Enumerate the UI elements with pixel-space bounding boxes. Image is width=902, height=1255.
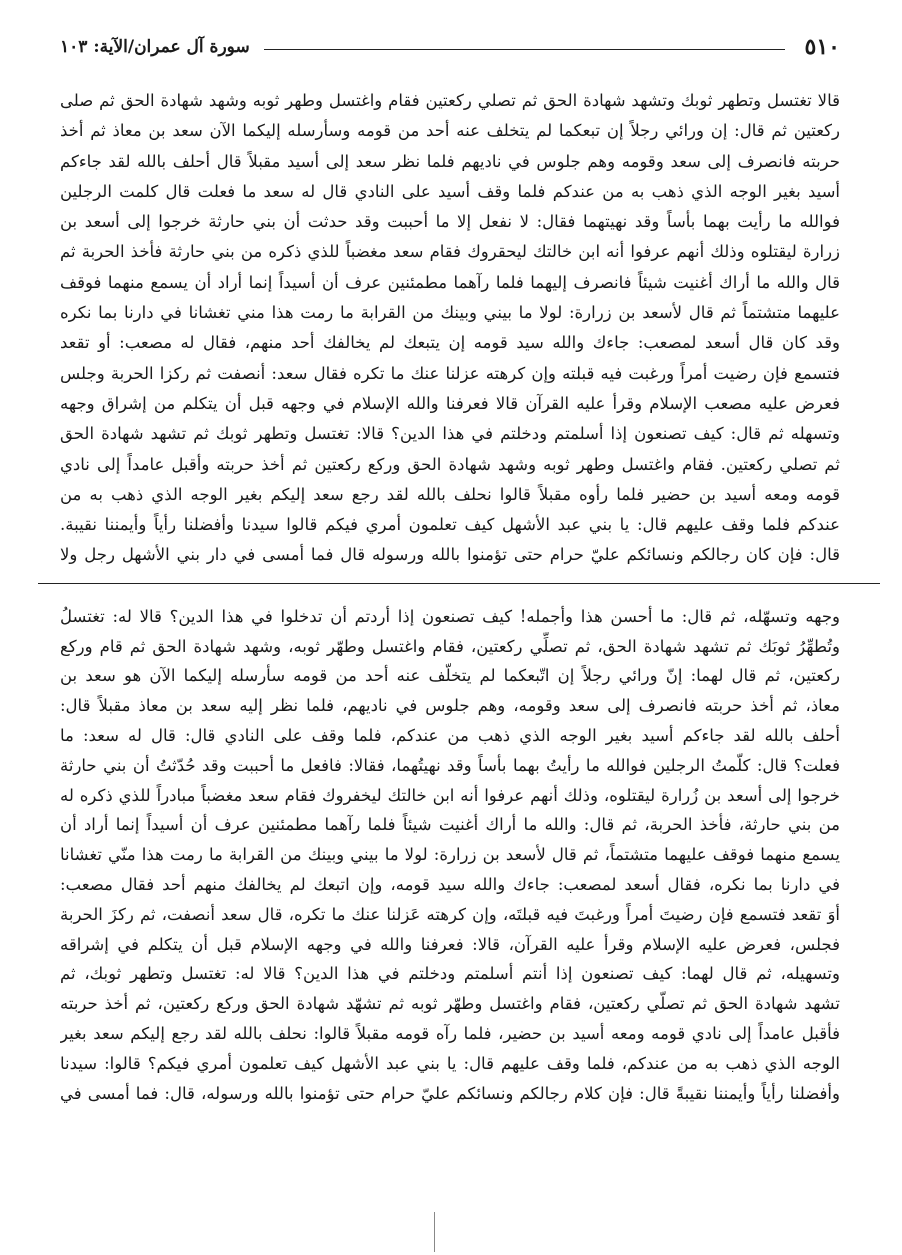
- footnote-line: فعلت؟ قال: كلّمتُ الرجلين فوالله ما رأيتُ بهما بأساً وقد نهيتُهما، فقالا: فافعل ما أحببت وقد حُدّثتُ أن بني حارثة: [60, 755, 840, 775]
- page-header: [60, 30, 840, 64]
- footnote-line: تشهد شهادة الحق ثم تصلّي ركعتين، فقام واغتسل وطهّر ثوبه ثم تشهّد شهادة الحق وركع ركعتين، ثم أخذ حربته: [60, 994, 840, 1014]
- footnote-line: فأقبل عامداً إلى نادي قومه ومعه أسيد بن حضير، فلما رآه قومه مقبلاً قالوا: نحلف بالله لقد رجع إليكم سعد بغير: [60, 1023, 840, 1043]
- text-line: فتسمع فإن رضيت أمراً ورغبت فيه قبلته وإن كرهته عزلنا عنك ما تكره فقال سعد: أنصفت ثم ركزا الحربة وجلس: [60, 363, 840, 383]
- text-line: زرارة ليقتلوه وذلك أنهم عرفوا أنه ابن خالتك ليحقروك فقام سعد مغضباً للذي ذكره من بني حارثة فأخذ الحربة ثم: [60, 242, 840, 262]
- footnote-line: يسمع منهما فوقف عليهما متشتماً، ثم قال لأسعد بن زرارة: لولا ما بيني وبينك من القرابة ما رمت هذا منّي تغشانا: [60, 845, 840, 865]
- footnote-text: [60, 602, 840, 1109]
- text-line: حربته فانصرف إلى سعد وقومه وهم جلوس في ناديهم فلما نظر سعد إلى أسيد مقبلاً قال أحلف بالله لقد جاءكم: [60, 151, 840, 171]
- footnote-line: فجلس، فعرض عليه الإسلام وقرأ عليه القرآن، قالا: فعرفنا والله في وجهه الإسلام قبل أن يتكلم في إشراقه: [60, 934, 840, 954]
- text-line: قومه ومعه أسيد بن حضير فلما رأوه مقبلاً قالوا نحلف بالله لقد رجع سعد إليكم بغير الوجه الذي ذهب به من: [60, 484, 840, 504]
- text-line: ركعتين ثم قال: إن ورائي رجلاً إن تبعكما لم يتخلف عنه أحد من قومه وسأرسله إليكما الآن سعد بن معاذ ثم أخذ: [60, 121, 840, 141]
- footnote-line: أوَ تقعد فتسمع فإن رضيتَ أمراً ورغبتَ فيه قبلتَه، وإن كرهته عَزلنا عنك ما تكره، قال سعد أنصفت، ثم ركزَ الحربة: [60, 904, 840, 924]
- scan-binding-mark: [434, 1212, 435, 1252]
- text-line: أسيد بغير الوجه الذي ذهب به من عندكم فلما وقف أسيد على النادي قال له سعد ما فعلت قال كلمت الرجلين: [60, 181, 840, 201]
- text-line: قال والله ما أراك أغنيت شيئاً فانصرف إليهما فلما رآهما مطمئنين عرف أن أسيداً إنما أراد أن يسمع منهما فوقف: [60, 272, 840, 292]
- footnote-line: في دارنا بما نكره، فقال أسعد لمصعب: جاءك والله سيد قومه، وإن اتبعك لم يخالفك منهم أحد فقال مصعب:: [60, 874, 840, 894]
- text-line: فعرض عليه مصعب الإسلام وقرأ عليه القرآن قالا فعرفنا والله الإسلام في وجهه قبل أن يتكلم من إشراق وجهه: [60, 393, 840, 413]
- footnote-line: خرجوا إلى أسعد بن زُرارة ليقتلوه، وذلك أنهم عرفوا أنه ابن خالتك ليخفروك فقام سعد مغضباً مبادراً للذي ذكره له: [60, 785, 840, 805]
- footnote-line: وتُطهِّرُ ثوبَك ثم تشهد شهادة الحق، ثم تصلِّي ركعتين، فقام واغتسل وطهّر ثوبه، وشهد شهادة الحق ثم قام وركع: [60, 636, 840, 656]
- footnote-line: وجهه وتسهّله، ثم قال: ما أحسن هذا وأجمله! كيف تصنعون إذا أردتم أن تدخلوا في هذا الدين؟ قالا له: تغتسلُ: [60, 606, 840, 626]
- footnote-line: أحلف بالله لقد جاءكم أسيد بغير الوجه الذي ذهب من عندكم، فلما وقف على النادي قال: قال له سعد: ما: [60, 725, 840, 745]
- text-line: وقد كان قال أسعد لمصعب: جاءك والله سيد قومه إن يتبعك لم يخالفك أحد منهم، فقال له مصعب: أو تقعد: [60, 333, 840, 353]
- surah-reference: سورة آل عمران/الآية: ١٠٣: [60, 37, 250, 57]
- text-line: قال: فإن كان رجالكم ونسائكم عليّ حرام حتى تؤمنوا بالله ورسوله قال فما أمسى في دار بني الأشهل رجل ولا: [60, 545, 840, 565]
- text-line: قالا تغتسل وتطهر ثوبك وتشهد شهادة الحق ثم تصلي ركعتين فقام واغتسل وطهر ثوبه وشهد شهادة الحق ثم صلى: [60, 91, 840, 110]
- footnote-line: وأفضلنا رأياً وأيمننا نقيبةً قال: فإن كلام رجالكم ونسائكم عليّ حرام حتى تؤمنوا بالله ورسوله، قال: فما أمسى في: [60, 1083, 840, 1103]
- footnote-line: ركعتين، ثم قال لهما: إنّ ورائي رجلاً إن اتّبعكما لم يتخلّف عنه أحد من قومه سأرسله إليكما الآن هو سعد بن: [60, 666, 840, 686]
- text-line: عليهما متشتماً ثم قال لأسعد بن زرارة: لولا ما بيني وبينك من القرابة ما رمت هذا مني تغشانا في دارنا بما نكره: [60, 303, 840, 323]
- footnote-divider: [38, 583, 880, 584]
- footnote-line: من بني حارثة، فأخذ الحربة، ثم قال: والله ما أراك أغنيت شيئاً فلما رآهما مطمئنين عرف أن أسيداً إنما أراد أن: [60, 815, 840, 835]
- text-line: ثم تصلي ركعتين. فقام واغتسل وطهر ثوبه وشهد شهادة الحق وركع ركعتين ثم أخذ حربته وأقبل عامداً إلى نادي: [60, 454, 840, 474]
- text-line: عندكم فلما وقف عليهم قال: يا بني عبد الأشهل كيف تعلمون أمري فيكم قالوا سيدنا وأفضلنا رأياً وأيمننا نقيبة.: [60, 515, 840, 535]
- footnote-line: وتسهيله، ثم قال لهما: كيف تصنعون إذا أنتم أسلمتم ودخلتم في هذا الدين؟ قالا له: تغتسل وتطهر ثوبك، ثم: [60, 964, 840, 984]
- text-line: فوالله ما رأيت بهما بأساً وقد نهيتهما فقال: لا نفعل إلا ما أحببت وقد حدثت أن بني حارثة خرجوا إلى أسعد بن: [60, 212, 840, 232]
- page-number: ٥١٠: [804, 34, 840, 60]
- footnote-line: الوجه الذي ذهب به من عندكم، فلما وقف عليهم قال: يا بني عبد الأشهل كيف تعلمون أمري فيكم؟ قالوا: سيدنا: [60, 1053, 840, 1073]
- footnote-line: معاذ، ثم أخذ حربته فانصرف إلى سعد وقومه، وهم جلوس في ناديهم، فلما نظر إليه سعد بن معاذ مقبلاً قال:: [60, 696, 840, 716]
- main-text: [60, 86, 840, 571]
- header-rule: [264, 49, 785, 50]
- text-line: وتسهله ثم قال: كيف تصنعون إذا أسلمتم ودخلتم في هذا الدين؟ قالا: تغتسل وتطهر ثوبك ثم تشهد شهادة الحق: [60, 424, 840, 444]
